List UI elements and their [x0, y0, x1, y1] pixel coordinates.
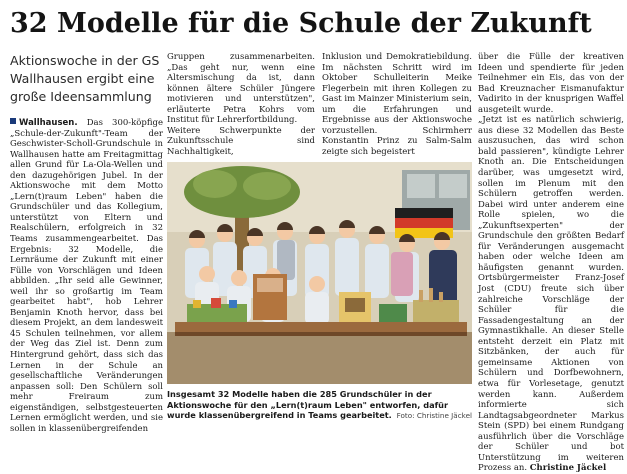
group-photo-illustration: [167, 162, 472, 384]
article-column-3: Inklusion und Demokratiebildung. Im nächsten Schritt wird im Oktober Schulleiterin Meike Flegerbein mit ihren Kollegen zu Gast im Mainzer Ministerium sein, um die Erfahrungen und Ergebnisse aus der Aktionswoche vorzustellen. Schirmherr Konstantin Prinz zu Salm-Salm zeigte sich begeistert: [322, 52, 472, 157]
column-1-text: Das 300-köpfige „Schule-der-Zukunft"-Team der Geschwister-Scholl-Grundschule in Wallhausen hatte am Freitagmittag allen Grund für La-Ola-Wellen und den dazugehörigen Jubel. In der Aktionswoche mit dem Motto „Lern(t)raum Leben" haben die Grundschüler und das Kollegium, unterstützt von Eltern und Realschülern, erfolgreich in 32 Teams zusammengearbeitet. Das Ergebnis: 32 Modelle, die Lernräume der Zukunft mit einer Fülle von Vorschlägen und Ideen abbilden. „Ihr seid alle Gewinner, weil ihr so großartig im Team gearbeitet habt", hob Lehrer Benjamin Knoth hervor, dass bei diesem Projekt, an dem landesweit 45 Schulen teilnehmen, vor allem der Weg das Ziel ist. Denn zum Hintergrund gehört, dass sich das Lernen in der Schule an gesellschaftliche Veränderungen anpassen soll: Den Schülern soll mehr Freiraum zum eigenständigen, selbstgesteuerten Lernen ermöglicht werden, und sie sollen in klassenübergreifenden: [10, 118, 163, 434]
photo-credit: Foto: Christine Jäckel: [396, 411, 472, 421]
article-headline: 32 Modelle für die Schule der Zukunft: [10, 8, 592, 39]
author-name: Christine Jäckel: [529, 463, 607, 474]
article-column-1: [10, 118, 163, 434]
article-subheadline: Aktionswoche in der GS Wallhausen ergibt eine große Ideensammlung: [10, 53, 160, 104]
dateline: Wallhausen.: [10, 118, 78, 128]
article-column-2: Gruppen zusammenarbeiten. „Das geht nur, wenn eine Altersmischung da ist, dann können ältere Schüler Jüngere motivieren und unterstützen", erläuterte Petra Kohrs vom Institut für Lehrerfortbildung. Weitere Schwerpunkte der Zukunftsschule sind Nachhaltigkeit,: [167, 52, 315, 157]
photo-caption: [167, 389, 472, 422]
column-4-text: über die Fülle der kreativen Ideen und spendierte für jeden Teilnehmer ein Eis, das von der Bad Kreuznacher Eismanufaktur Vadirito in der knusprigen Waffel ausgeteilt wurde. „Jetzt ist es natürlich schwierig, aus diese 32 Modellen das Beste auszusuchen, das wird schon bald passieren", kündigte Lehrer Knoth an. Die Entscheidungen darüber, was umgesetzt wird, sollen im Plenum mit den Schülern getroffen werden. Dabei wird unter anderem eine Rolle spielen, wo die „Zukunftsexperten" der Grundschule den größten Bedarf für Veränderungen ausgemacht haben oder welche Ideen am häufigsten genannt wurden. Ortsbürgermeister Franz-Josef Jost (CDU) freute sich über zahlreiche Vorschläge der Schüler für die Fassadengestaltung an der Gymnastikhalle. An dieser Stelle entsteht derzeit ein Platz mit Sitzbänken, der auch für gemeinsame Aktionen von Schülern und Dorfbewohnern, etwa für Vorlesetage, genutzt werden kann. Außerdem informierte sich Landtagsabgeordneter Markus Stein (SPD) bei einem Rundgang ausführlich über die Vorschläge der Schüler und bot Unterstützung im weiteren Prozess an.: [478, 52, 624, 474]
article-photo: [167, 162, 472, 384]
article-column-4: [478, 52, 624, 474]
caption-text: Insgesamt 32 Modelle haben die 285 Grundschüler in der Aktionswoche für den „Lern(t)raum Leben" entworfen, dafür wurde klassenübergreifend in Teams gearbeitet.: [167, 389, 449, 421]
bullet-square-icon: [10, 118, 16, 124]
